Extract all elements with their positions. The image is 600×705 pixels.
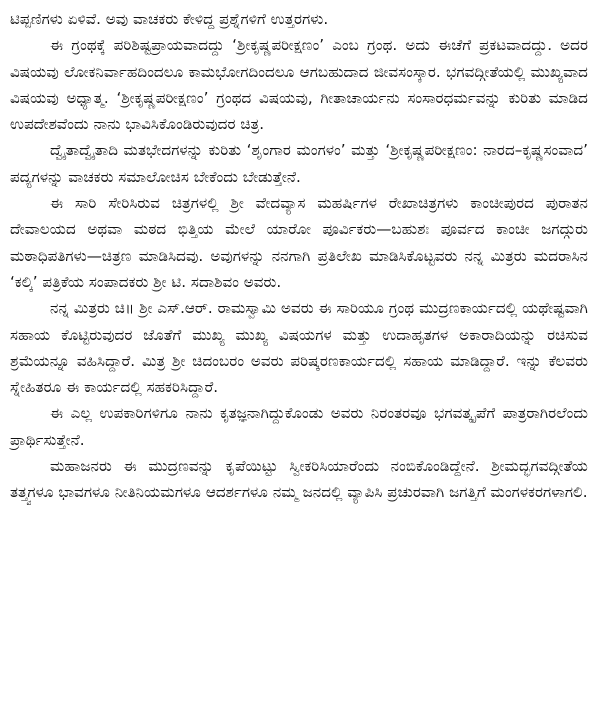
paragraph-4: ಈ ಸಾರಿ ಸೇರಿಸಿರುವ ಚಿತ್ರಗಳಲ್ಲಿ ಶ್ರೀ ವೇದವ್ಯಾಸ ಮಹರ್ಷಿಗಳ ರೇಖಾಚಿತ್ರಗಳು ಕಾಂಚೀಪುರದ ಪುರಾತನ ದೇವಾಲಯದ ಅಥವಾ ಮಠದ ಭಿತ್ತಿಯ ಮೇಲೆ ಯಾರೋ ಪೂರ್ವಿಕರು—ಬಹುಶಃ ಪೂರ್ವದ ಕಾಂಚೀ ಜಗದ್ಗುರು ಮಠಾಧಿಪತಿಗಳು—ಚಿತ್ರಣ ಮಾಡಿಸಿದವು. ಅವುಗಳನ್ನು ನನಗಾಗಿ ಪ್ರತಿಲೇಖ ಮಾಡಿಸಿಕೊಟ್ಟವರು ನನ್ನ ಮಿತ್ರರು ಮದರಾಸಿನ ‘ಕಲ್ಕಿ’ ಪತ್ರಿಕೆಯ ಸಂಪಾದಕರು ಶ್ರೀ ಟಿ. ಸದಾಶಿವಂ ಅವರು. — [10, 194, 588, 291]
paragraph-2: ಈ ಗ್ರಂಥಕ್ಕೆ ಪರಿಶಿಷ್ಟಪ್ರಾಯವಾದದ್ದು ‘ಶ್ರೀಕೃಷ್ಣಪರೀಕ್ಷಣಂ’ ಎಂಬ ಗ್ರಂಥ. ಅದು ಈಚೆಗೆ ಪ್ರಕಟವಾದದ್ದು. ಅದರ ವಿಷಯವು ಲೋಕನಿರ್ವಾಹದಿಂದಲೂ ಕಾಮಭೋಗದಿಂದಲೂ ಆಗಬಹುದಾದ ಜೀವಸಂಸ್ಕಾರ. ಭಗವದ್ಗೀತೆಯಲ್ಲಿ ಮುಖ್ಯವಾದ ವಿಷಯವು ಅಧ್ಯಾತ್ಮ. ‘ಶ್ರೀಕೃಷ್ಣಪರೀಕ್ಷಣಂ’ ಗ್ರಂಥದ ವಿಷಯವು, ಗೀತಾಚಾರ್ಯನು ಸಂಸಾರಧರ್ಮವನ್ನು ಕುರಿತು ಮಾಡಿದ ಉಪದೇಶವೆಂದು ನಾನು ಭಾವಿಸಿಕೊಂಡಿರುವುದರ ಚಿತ್ರ. — [10, 36, 588, 134]
paragraph-6: ಈ ಎಲ್ಲ ಉಪಕಾರಿಗಳಿಗೂ ನಾನು ಕೃತಜ್ಞನಾಗಿದ್ದುಕೊಂಡು ಅವರು ನಿರಂತರವೂ ಭಗವತ್ಕೃಪೆಗೆ ಪಾತ್ರರಾಗಿರಲೆಂದು ಪ್ರಾರ್ಥಿಸುತ್ತೇನೆ. — [10, 404, 588, 449]
paragraph-3: ದ್ವೈತಾದ್ವೈತಾದಿ ಮತಭೇದಗಳನ್ನು ಕುರಿತು ‘ಶೃಂಗಾರ ಮಂಗಳಂ’ ಮತ್ತು ‘ಶ್ರೀಕೃಷ್ಣಪರೀಕ್ಷಣಂ: ನಾರದ–ಕೃಷ್ಣಸಂವಾದ’ ಪದ್ಯಗಳನ್ನು ವಾಚಕರು ಸಮಾಲೋಚಿಸ ಬೇಕೆಂದು ಬೇಡುತ್ತೇನೆ. — [10, 141, 588, 186]
paragraph-5: ನನ್ನ ಮಿತ್ರರು ಚಿ॥ ಶ್ರೀ ಎಸ್.ಆರ್. ರಾಮಸ್ವಾಮಿ ಅವರು ಈ ಸಾರಿಯೂ ಗ್ರಂಥ ಮುದ್ರಣಕಾರ್ಯದಲ್ಲಿ ಯಥೇಷ್ಟವಾಗಿ ಸಹಾಯ ಕೊಟ್ಟಿರುವುದರ ಜೊತೆಗೆ ಮುಖ್ಯ ಮುಖ್ಯ ವಿಷಯಗಳ ಮತ್ತು ಉದಾಹೃತಗಳ ಅಕಾರಾದಿಯನ್ನು ರಚಿಸುವ ಶ್ರಮೆಯನ್ನೂ ವಹಿಸಿದ್ದಾರೆ. ಮಿತ್ರ ಶ್ರೀ ಚಿದಂಬರಂ ಅವರು ಪರಿಷ್ಕರಣಕಾರ್ಯದಲ್ಲಿ ಸಹಾಯ ಮಾಡಿದ್ದಾರೆ. ಇನ್ನು ಕೆಲವರು ಸ್ನೇಹಿತರೂ ಈ ಕಾರ್ಯದಲ್ಲಿ ಸಹಕರಿಸಿದ್ದಾರೆ. — [10, 299, 588, 397]
paragraph-1: ಟಿಪ್ಪಣಿಗಳು ಏಳಿವೆ. ಅವು ವಾಚಕರು ಕೇಳಿದ್ದ ಪ್ರಶ್ನೆಗಳಿಗೆ ಉತ್ತರಗಳು. — [10, 10, 329, 28]
paragraph-7: ಮಹಾಜನರು ಈ ಮುದ್ರಣವನ್ನು ಕೃಪೆಯಿಟ್ಟು ಸ್ವೀಕರಿಸಿಯಾರೆಂದು ನಂಬಿಕೊಂಡಿದ್ದೇನೆ. ಶ್ರೀಮದ್ಭಗವದ್ಗೀತೆಯ ತತ್ತ್ವಗಳೂ ಭಾವಗಳೂ ನೀತಿನಿಯಮಗಳೂ ಆದರ್ಶಗಳೂ ನಮ್ಮ ಜನದಲ್ಲಿ ವ್ಯಾಪಿಸಿ ಪ್ರಚುರವಾಗಿ ಜಗತ್ತಿಗೆ ಮಂಗಳಕರಗಳಾಗಲಿ. — [10, 457, 588, 502]
